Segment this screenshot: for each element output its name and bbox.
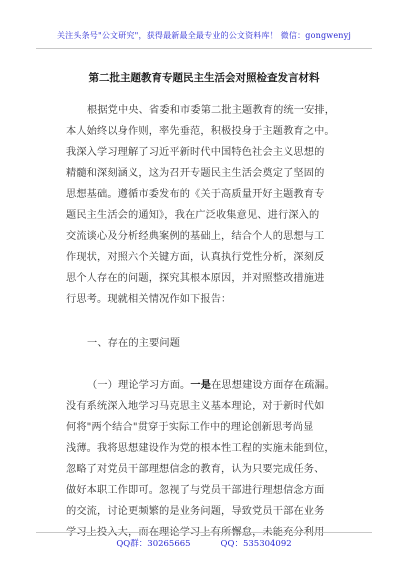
intro-line: 思想基础。遵循市委发布的《关于高质量开好主题教育专 <box>66 189 325 200</box>
body-line: 忽略了对党员干部理想信念的教育，认为只要完成任务、 <box>66 464 325 475</box>
subsection-emphasis: 一是 <box>190 379 212 391</box>
intro-line: 交流谈心及分析经典案例的基础上，结合个人的思想与工 <box>66 231 325 242</box>
body-line: 何将"两个结合"贯穿于实际工作中的理论创新思考尚显 <box>66 422 314 433</box>
document-title: 第二批主题教育专题民主生活会对照检查发言材料 <box>88 72 320 84</box>
subsection-text: 在思想建设方面存在疏漏。 <box>211 380 336 391</box>
intro-line: 精髓和深刻涵义，这为召开专题民主生活会奠定了坚固的 <box>66 168 325 179</box>
body-line: 没有系统深入地学习马克思主义基本理论，对于新时代如 <box>66 401 325 412</box>
paragraph-spacer <box>66 310 366 331</box>
footer-qq-group: QQ群：30265665 <box>116 539 191 549</box>
intro-line: 我深入学习理解了习近平新时代中国特色社会主义思想的 <box>66 147 325 158</box>
header-divider <box>36 48 372 49</box>
footer-divider <box>36 532 372 533</box>
intro-line: 本人始终以身作则，率先垂范，积极投身于主题教育之中。 <box>66 126 335 137</box>
subsection-first-line <box>66 375 366 396</box>
body-line: 学习上投入大，而在理论学习上有所懈怠，未能充分利用 <box>66 527 325 538</box>
body-line: 浅薄。我将思想建设作为党的根本性工程的实施未能到位， <box>66 443 335 454</box>
footer-qq: QQ：535304092 <box>220 539 292 549</box>
intro-line: 作现状，对照六个关键方面，认真执行党性分析，深刻反 <box>66 252 325 263</box>
intro-line: 行思考。现就相关情况作如下报告： <box>66 294 232 305</box>
footer-contact <box>0 537 408 549</box>
subsection-label: （一）理论学习方面。 <box>87 380 191 391</box>
document-body <box>66 100 366 543</box>
paragraph-spacer <box>66 354 366 375</box>
header-promo-note: 关注头条号"公文研究"，获得最新最全最专业的公文资料库！ 微信：gongwenyj <box>56 31 352 40</box>
intro-line: 根据党中央、省委和市委第二批主题教育的统一安排， <box>87 105 336 116</box>
intro-line: 思个人存在的问题，探究其根本原因，并对照整改措施进 <box>66 273 325 284</box>
intro-line: 题民主生活会的通知》，我在广泛收集意见、进行深入的 <box>66 210 320 221</box>
body-line: 做好本职工作即可。忽视了与党员干部进行理想信念方面 <box>66 485 325 496</box>
body-line: 的交流，讨论更频繁的是业务问题，导致党员干部在业务 <box>66 506 325 517</box>
section-heading: 一、存在的主要问题 <box>87 338 181 349</box>
